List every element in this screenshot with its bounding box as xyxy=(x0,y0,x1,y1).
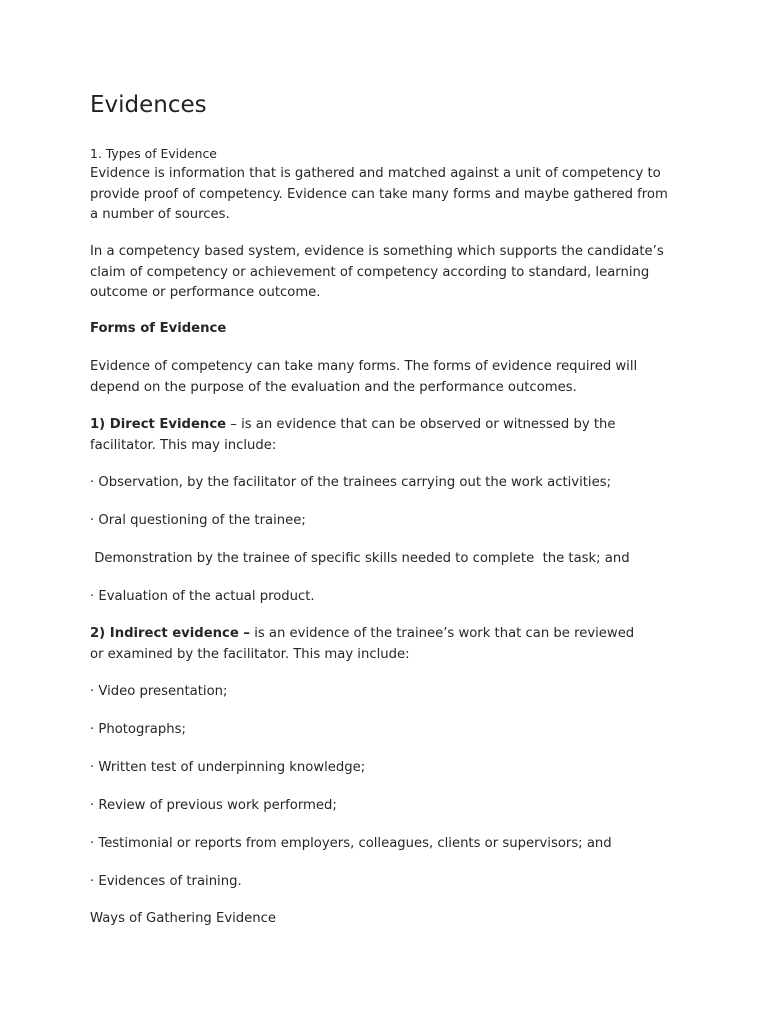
list-item: · Evaluation of the actual product. xyxy=(90,589,315,604)
list-item: · Testimonial or reports from employers, colleagues, clients or supervisors; and xyxy=(90,836,612,851)
direct-evidence-text: – is an evidence that can be observed or witnessed by the facilitator. This may include: xyxy=(90,417,616,453)
list-item: Demonstration by the trainee of specific skills needed to complete the task; and xyxy=(90,551,630,566)
list-item: · Evidences of training. xyxy=(90,874,242,889)
forms-heading: Forms of Evidence xyxy=(90,321,227,336)
indirect-evidence-paragraph xyxy=(90,624,650,665)
direct-evidence-paragraph xyxy=(90,415,685,456)
list-item: · Photographs; xyxy=(90,722,186,737)
indirect-evidence-text: is an evidence of the trainee’s work that can be reviewed or examined by the facilitator. This may include: xyxy=(90,626,635,662)
intro-paragraph: Evidence is information that is gathered and matched against a unit of competency to provide proof of competency. Evidence can take many forms and maybe gathered from a number of sources. xyxy=(90,166,668,222)
direct-evidence-label: 1) Direct Evidence xyxy=(90,417,227,432)
competency-paragraph: In a competency based system, evidence is something which supports the candidate’s claim of competency or achievement of competency according to standard, learning outcome or performance outcome. xyxy=(90,244,664,300)
list-item: · Review of previous work performed; xyxy=(90,798,337,813)
indirect-evidence-label: 2) Indirect evidence – xyxy=(90,626,250,641)
list-item: · Written test of underpinning knowledge; xyxy=(90,760,366,775)
document-title: Evidences xyxy=(90,92,207,118)
list-item: · Oral questioning of the trainee; xyxy=(90,513,306,528)
gathering-heading: Ways of Gathering Evidence xyxy=(90,911,277,926)
section-heading: 1. Types of Evidence xyxy=(90,146,217,161)
forms-paragraph: Evidence of competency can take many forms. The forms of evidence required will depend on the purpose of the evaluation and the performance outcomes. xyxy=(90,359,638,395)
list-item: · Video presentation; xyxy=(90,684,228,699)
list-item: · Observation, by the facilitator of the trainees carrying out the work activities; xyxy=(90,475,612,490)
